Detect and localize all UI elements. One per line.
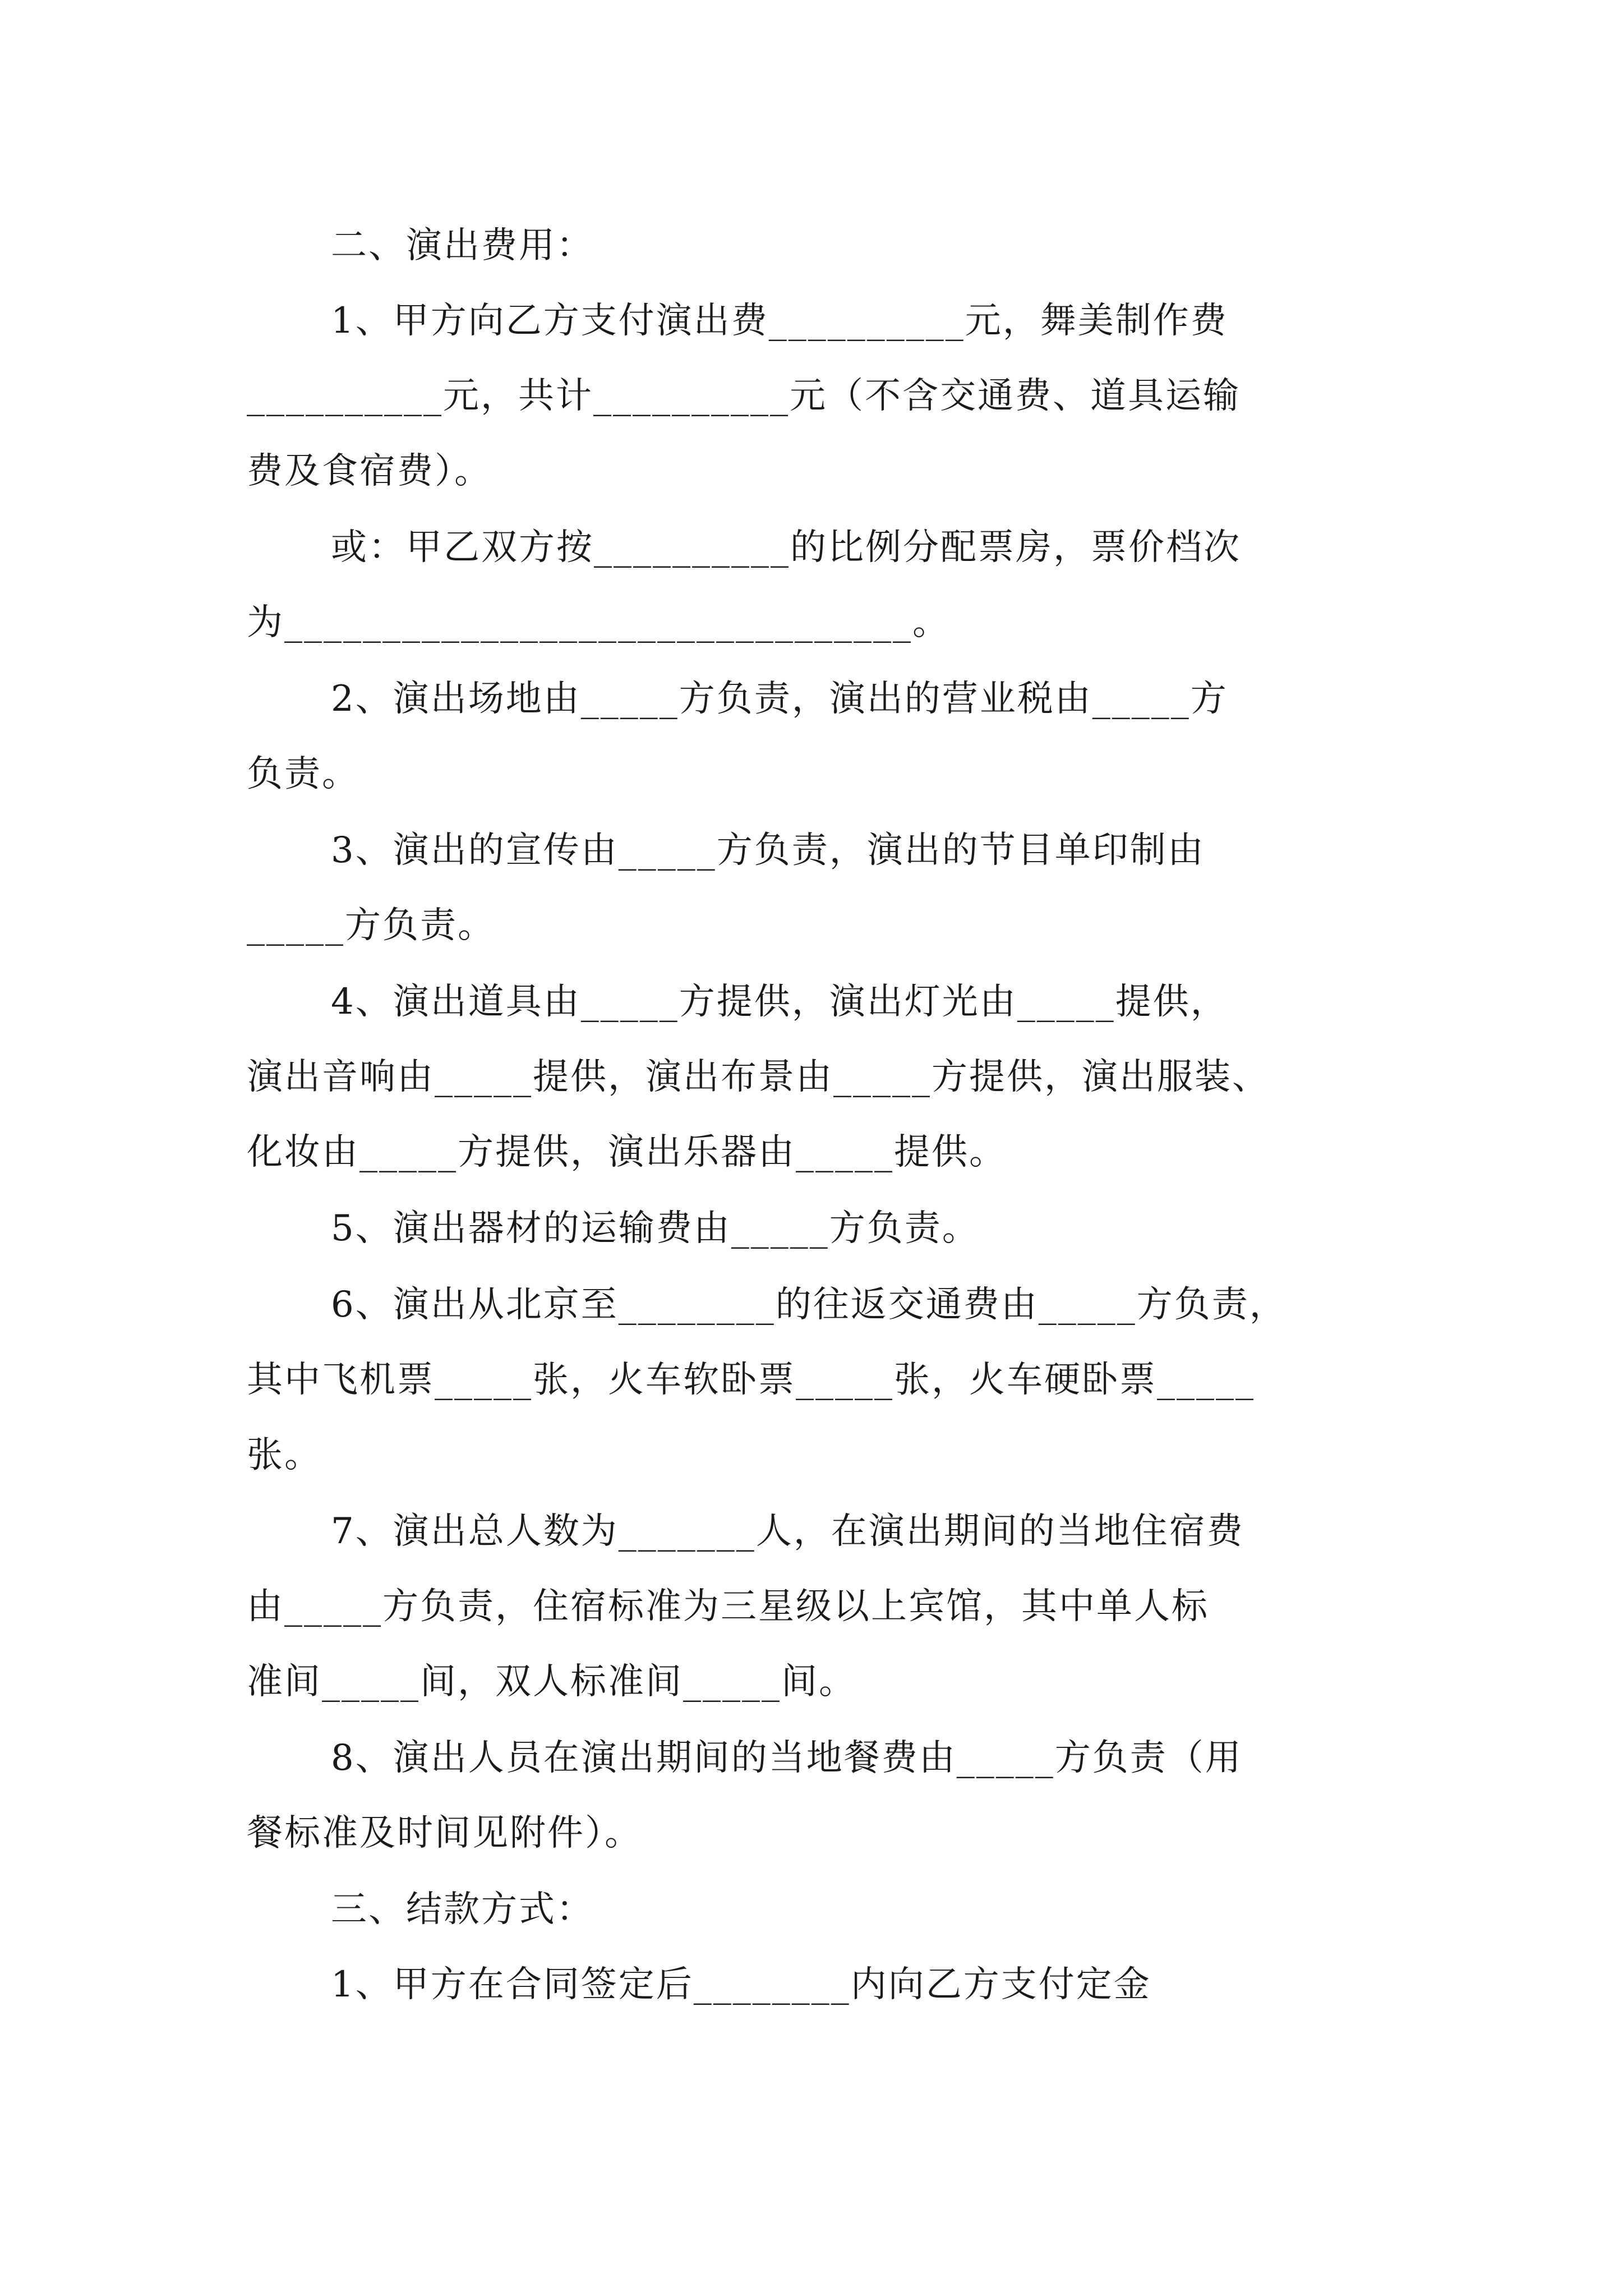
paragraph-line: 其中飞机票_____张，火车软卧票_____张，火车硬卧票_____ bbox=[247, 1359, 1255, 1401]
section-heading-payment: 三、结款方式： bbox=[331, 1889, 594, 1930]
paragraph-line: 1、甲方向乙方支付演出费__________元，舞美制作费 bbox=[331, 300, 1228, 342]
paragraph-line: 4、演出道具由_____方提供，演出灯光由_____提供， bbox=[331, 981, 1228, 1023]
paragraph-line: 负责。 bbox=[247, 753, 359, 795]
paragraph-line: _____方负责。 bbox=[247, 905, 495, 946]
paragraph-line: 费及食宿费）。 bbox=[247, 450, 492, 492]
paragraph-line: 准间_____间，双人标准间_____间。 bbox=[247, 1661, 856, 1703]
paragraph-line: 1、甲方在合同签定后________内向乙方支付定金 bbox=[331, 1964, 1151, 2005]
paragraph-line: 演出音响由_____提供，演出布景由_____方提供，演出服装、 bbox=[247, 1056, 1270, 1098]
section-heading-fees: 二、演出费用： bbox=[331, 225, 594, 266]
paragraph-line: 6、演出从北京至________的往返交通费由_____方负责， bbox=[331, 1284, 1287, 1326]
paragraph-line: 餐标准及时间见附件）。 bbox=[247, 1812, 642, 1854]
paragraph-line: 8、演出人员在演出期间的当地餐费由_____方负责（用 bbox=[331, 1737, 1243, 1779]
paragraph-line: 张。 bbox=[247, 1434, 322, 1476]
paragraph-line: 由_____方负责，住宿标准为三星级以上宾馆，其中单人标 bbox=[247, 1586, 1209, 1627]
paragraph-line: __________元，共计__________元（不含交通费、道具运输 bbox=[247, 375, 1241, 417]
paragraph-line: 7、演出总人数为_______人，在演出期间的当地住宿费 bbox=[331, 1511, 1244, 1552]
paragraph-line: 化妆由_____方提供，演出乐器由_____提供。 bbox=[247, 1131, 1007, 1173]
paragraph-line: 或：甲乙双方按__________的比例分配票房，票价档次 bbox=[331, 527, 1241, 568]
paragraph-line: 5、演出器材的运输费由_____方负责。 bbox=[331, 1208, 980, 1249]
paragraph-line: 2、演出场地由_____方负责，演出的营业税由_____方 bbox=[331, 678, 1228, 720]
paragraph-line: 为________________________________。 bbox=[247, 602, 950, 643]
paragraph-line: 3、演出的宣传由_____方负责，演出的节目单印制由 bbox=[331, 830, 1205, 871]
